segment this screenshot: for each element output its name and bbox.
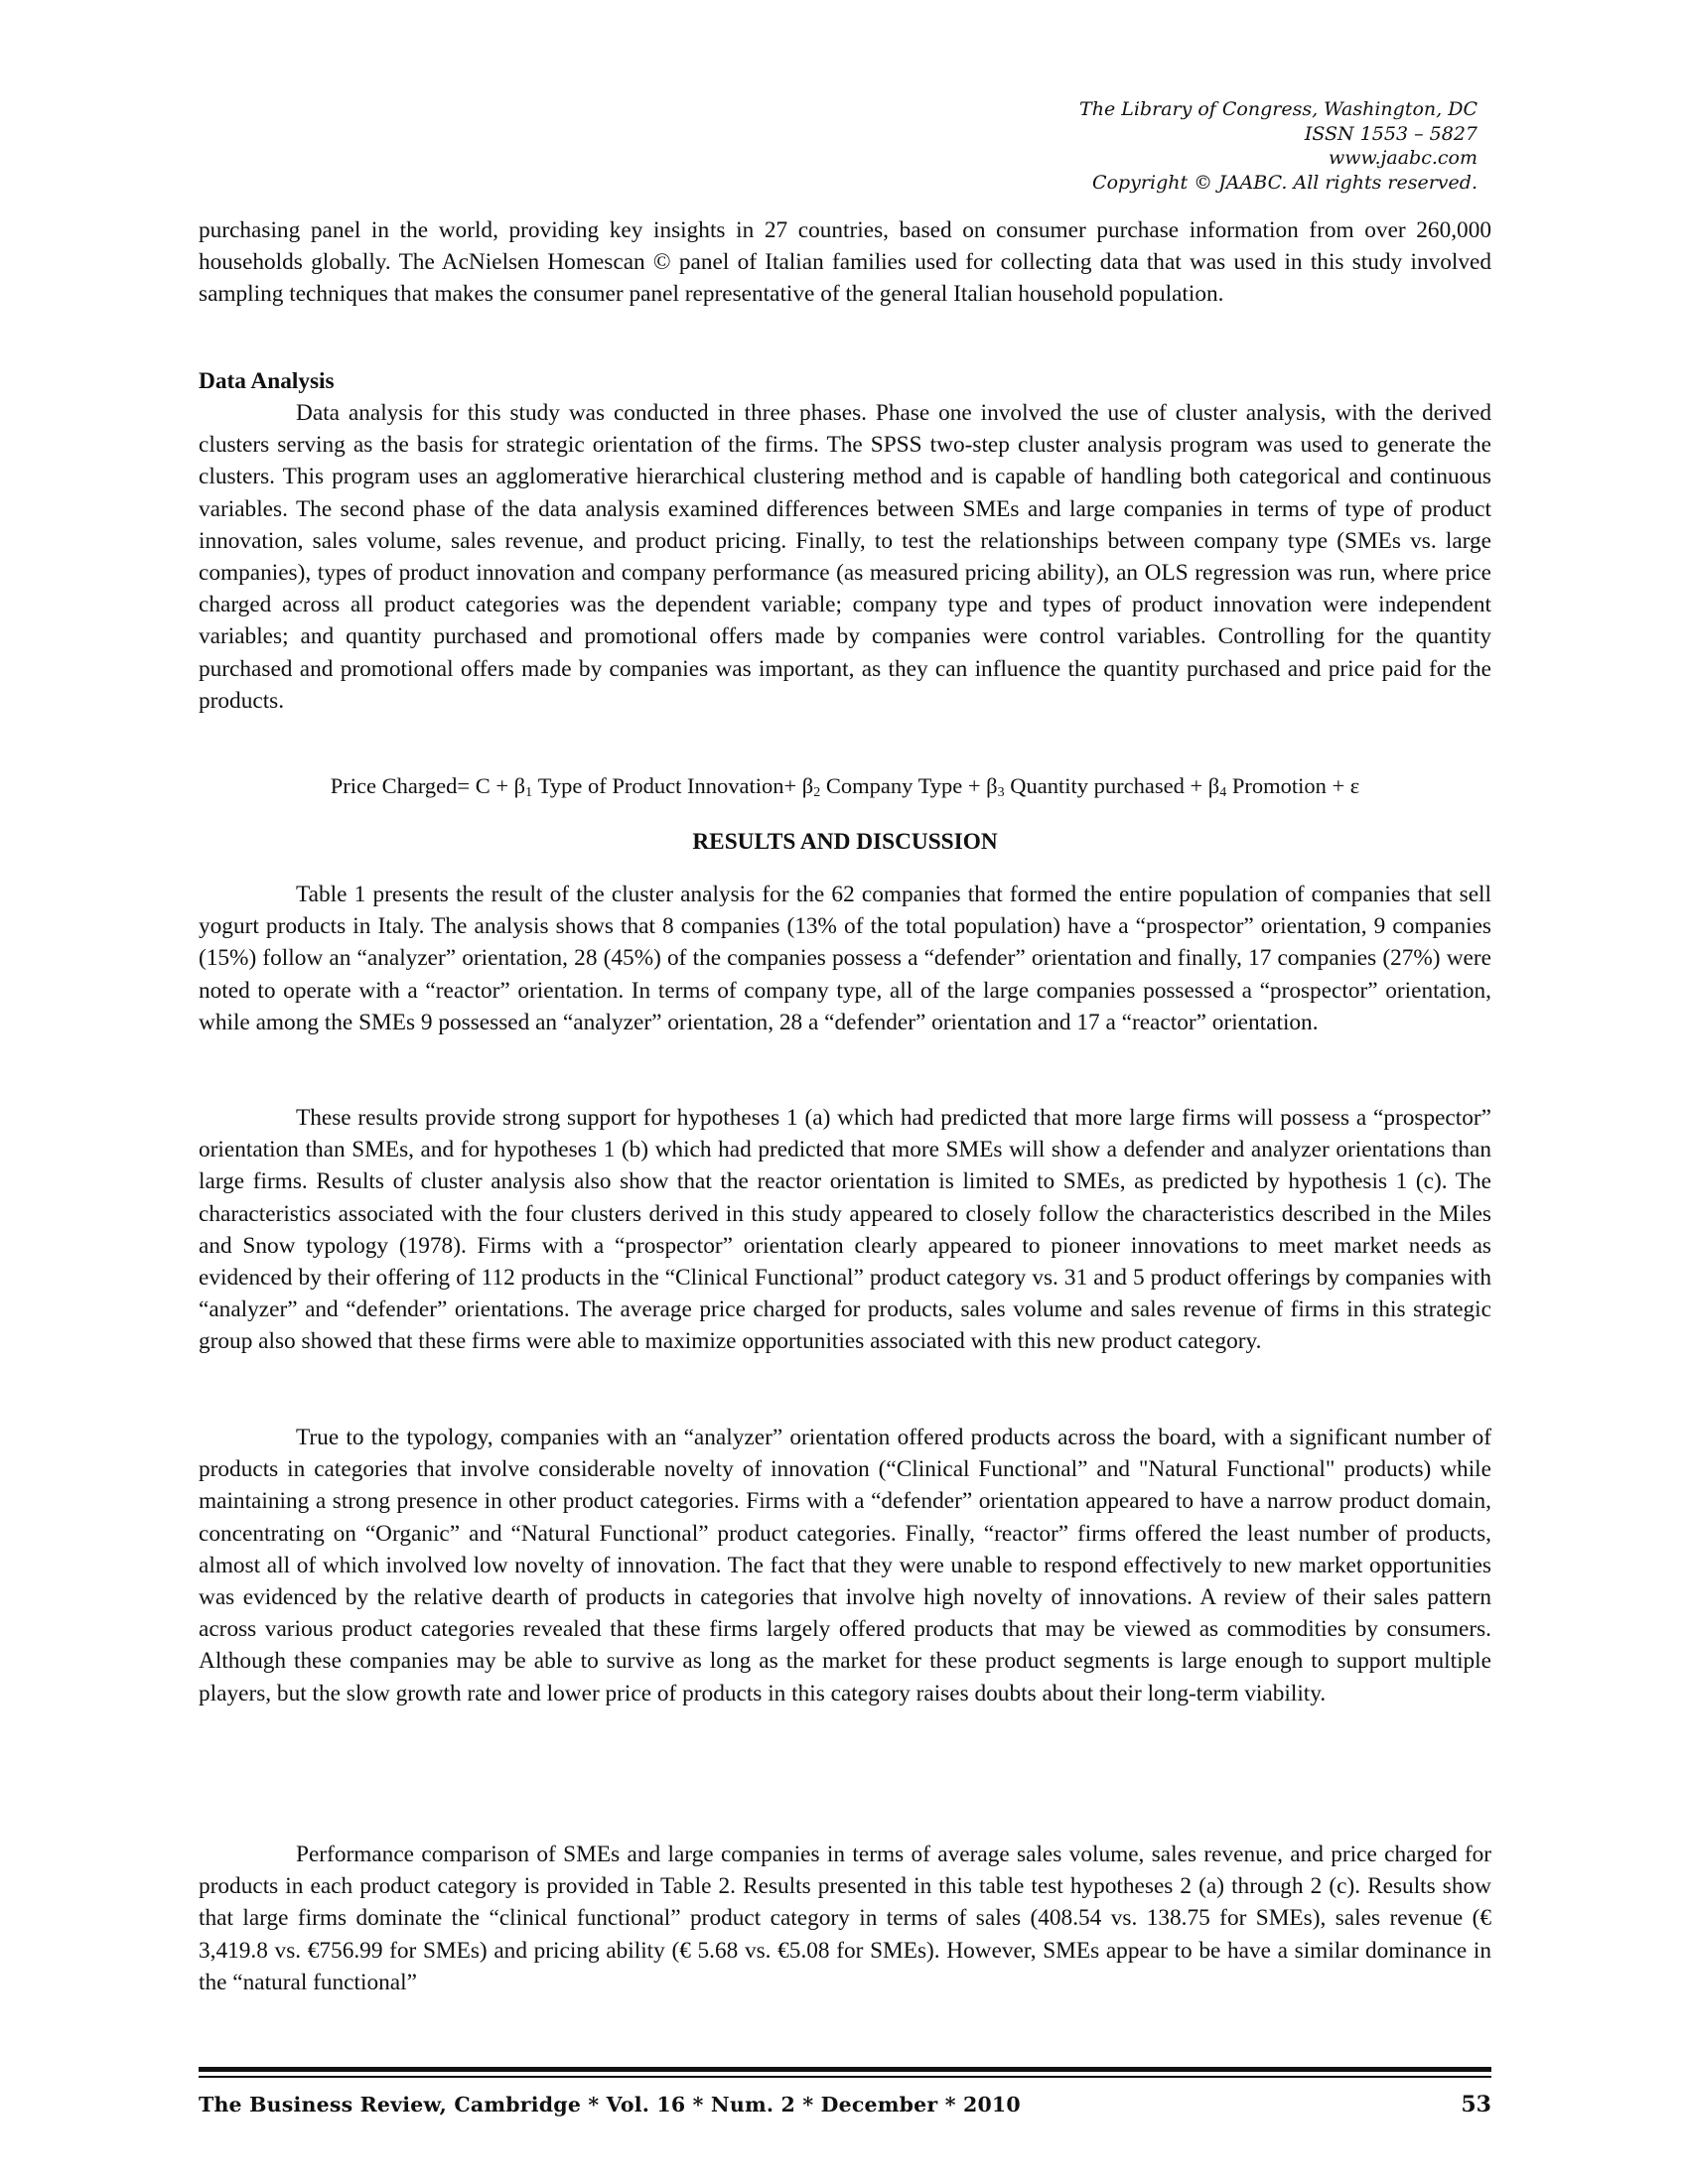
results-paragraph-1: Table 1 presents the result of the cluster analysis for the 62 companies that formed the entire population of companies that sell yogurt products in Italy. The analysis shows that 8 companies (13% of the total population) have a “prospector” orientation, 9 companies (15%) follow an “analyzer” orientation, 28 (45%) of the companies possess a “defender” orientation and finally, 17 companies (27%) were noted to operate with a “reactor” orientation. In terms of company type, all of the large companies possessed a “prospector” orientation, while among the SMEs 9 possessed an “analyzer” orientation, 28 a “defender” orientation and 17 a “reactor” orientation.	[199, 882, 1491, 1035]
regression-equation: Price Charged= $C + \beta_1$ Type of Product Innovation+ $\beta_2$ Company Type + $\beta_3$ Quantity purchased + $\beta_4$ Promotion + ε	[330, 773, 1360, 800]
header-library: The Library of Congress, Washington, DC	[1079, 98, 1477, 120]
footer-journal: The Business Review, Cambridge * Vol. 16 * Num. 2 * December * 2010	[199, 2093, 1021, 2116]
running-header	[782, 97, 1477, 195]
page-number: 53	[1461, 2092, 1491, 2117]
footer-rule-thick	[199, 2067, 1491, 2072]
data-analysis-heading: Data Analysis	[199, 368, 335, 394]
results-paragraph-4: Performance comparison of SMEs and large companies in terms of average sales volume, sales revenue, and price charged for products in each product category is provided in Table 2. Results presented in this table test hypotheses 2 (a) through 2 (c). Results show that large firms dominate the “clinical functional” product category in terms of sales (408.54 vs. 138.75 for SMEs), sales revenue (€ 3,419.8 vs. €756.99 for SMEs) and pricing ability (€ 5.68 vs. €5.08 for SMEs). However, SMEs appear to be have a similar dominance in the “natural functional”	[199, 1842, 1491, 1995]
intro-paragraph: purchasing panel in the world, providing key insights in 27 countries, based on consumer purchase information from over 260,000 households globally. The AcNielsen Homescan © panel of Italian families used for collecting data that was used in this study involved sampling techniques that makes the consumer panel representative of the general Italian household population.	[199, 217, 1491, 308]
data-analysis-paragraph: Data analysis for this study was conducted in three phases. Phase one involved the use of cluster analysis, with the derived clusters serving as the basis for strategic orientation of the firms. The SPSS two-step cluster analysis program was used to generate the clusters. This program uses an agglomerative hierarchical clustering method and is capable of handling both categorical and continuous variables. The second phase of the data analysis examined differences between SMEs and large companies in terms of type of product innovation, sales volume, sales revenue, and product pricing. Finally, to test the relationships between company type (SMEs vs. large companies), types of product innovation and company performance (as measured pricing ability), an OLS regression was run, where price charged across all product categories was the dependent variable; company type and types of product innovation were independent variables; and quantity purchased and promotional offers made by companies were control variables. Controlling for the quantity purchased and promotional offers made by companies was important, as they can influence the quantity purchased and price paid for the products.	[199, 400, 1491, 714]
header-copyright: Copyright © JAABC. All rights reserved.	[1092, 171, 1477, 194]
header-website: www.jaabc.com	[1328, 147, 1477, 169]
results-paragraph-3: True to the typology, companies with an “analyzer” orientation offered products across the board, with a significant number of products in categories that involve considerable novelty of innovation (“Clinical Functional” and "Natural Functional" products) while maintaining a strong presence in other product categories. Firms with a “defender” orientation appeared to have a narrow product domain, concentrating on “Organic” and “Natural Functional” product categories. Finally, “reactor” firms offered the least number of products, almost all of which involved low novelty of innovation. The fact that they were unable to respond effectively to new market opportunities was evidenced by the relative dearth of products in categories that involve high novelty of innovations. A review of their sales pattern across various product categories revealed that these firms largely offered products that may be viewed as commodities by consumers. Although these companies may be able to survive as long as the market for these product segments is large enough to support multiple players, but the slow growth rate and lower price of products in this category raises doubts about their long-term viability.	[199, 1425, 1491, 1706]
header-issn: ISSN 1553 – 5827	[1304, 122, 1477, 145]
results-heading: RESULTS AND DISCUSSION	[692, 829, 998, 855]
footer-rule-thin	[199, 2076, 1491, 2078]
results-paragraph-2: These results provide strong support for hypotheses 1 (a) which had predicted that more large firms will possess a “prospector” orientation than SMEs, and for hypotheses 1 (b) which had predicted that more SMEs will show a defender and analyzer orientations than large firms. Results of cluster analysis also show that the reactor orientation is limited to SMEs, as predicted by hypothesis 1 (c). The characteristics associated with the four clusters derived in this study appeared to closely follow the characteristics described in the Miles and Snow typology (1978). Firms with a “prospector” orientation clearly appeared to pioneer innovations to meet market needs as evidenced by their offering of 112 products in the “Clinical Functional” product category vs. 31 and 5 product offerings by companies with “analyzer” and “defender” orientations. The average price charged for products, sales volume and sales revenue of firms in this strategic group also showed that these firms were able to maximize opportunities associated with this new product category.	[199, 1105, 1491, 1355]
